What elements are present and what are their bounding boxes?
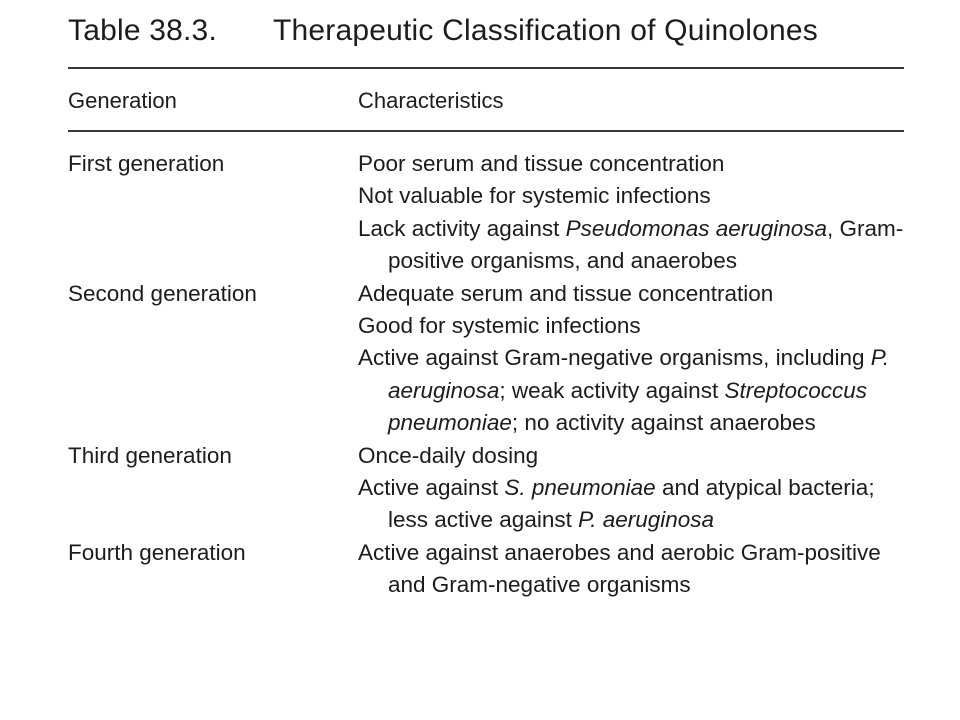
generation-column-header: Generation [68, 88, 177, 113]
organism-name: P. aeruginosa [578, 507, 715, 533]
characteristic-text: Active against anaerobes and aerobic Gram-positive and Gram-negative organisms [358, 539, 881, 598]
characteristic-item [358, 180, 904, 212]
generation-cell: Second generation [68, 280, 257, 306]
characteristic-item [358, 472, 904, 537]
characteristics-cell [358, 440, 904, 537]
characteristic-item [358, 148, 904, 180]
table-row [68, 537, 904, 602]
characteristic-item [358, 537, 904, 602]
table-body [68, 148, 904, 602]
table-row [68, 278, 904, 440]
characteristic-text: and atypical bacteria; less active against [388, 475, 875, 533]
organism-name: Streptococcus pneumoniae [388, 377, 868, 436]
table-row [68, 148, 904, 278]
characteristic-text: Poor serum and tissue concentration [358, 151, 725, 176]
characteristic-text: Once-daily dosing [358, 442, 539, 468]
header-rule [68, 130, 904, 132]
organism-name: P. aeruginosa [388, 345, 890, 403]
table-row [68, 440, 904, 537]
characteristics-column-header: Characteristics [358, 88, 504, 113]
table-number: Table 38.3. [68, 14, 217, 47]
organism-name: Pseudomonas aeruginosa [565, 215, 828, 241]
characteristic-text: Good for systemic infections [358, 313, 641, 339]
characteristic-item [358, 342, 904, 439]
characteristic-text: ; weak activity against [499, 377, 725, 403]
characteristic-item [358, 440, 904, 472]
table-title [68, 14, 818, 48]
generation-cell: Third generation [68, 442, 232, 468]
characteristics-cell [358, 148, 904, 278]
characteristics-cell [358, 537, 904, 602]
organism-name: S. pneumoniae [504, 475, 656, 501]
characteristic-text: , Gram-positive organisms, and anaerobes [388, 215, 904, 274]
characteristic-item [358, 310, 904, 342]
characteristic-text: Active against [358, 475, 505, 501]
characteristic-text: Lack activity against [358, 215, 566, 241]
generation-cell: Fourth generation [68, 539, 246, 565]
characteristic-text: ; no activity against anaerobes [511, 410, 816, 436]
characteristic-text: Adequate serum and tissue concentration [358, 280, 774, 306]
characteristic-text: Active against Gram-negative organisms, including [358, 345, 871, 371]
generation-cell: First generation [68, 151, 225, 176]
table-caption: Therapeutic Classification of Quinolones [273, 14, 818, 47]
characteristics-cell [358, 278, 904, 440]
characteristic-text: Not valuable for systemic infections [358, 183, 711, 209]
characteristic-item [358, 213, 904, 278]
characteristic-item [358, 278, 904, 310]
top-rule [68, 67, 904, 69]
